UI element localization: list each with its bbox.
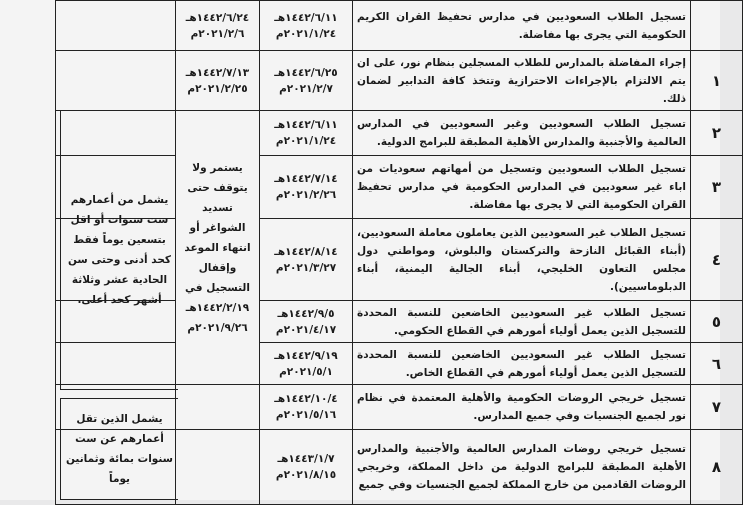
age-criteria-text: يشمل من أعمارهم ست سنوات أو اقل بتسعين يوماً فقط كحد أدنى وحتى سن الحادية عشر وثلاثة أشهر كحد أعلى.: [67, 194, 172, 306]
row-description: تسجيل الطلاب غير السعوديين الذين يعاملون معاملة السعوديين، (أبناء القبائل النازحة والتركستان والبلوش، ومواطني دول مجلس التعاون الخليجي، أبناء الجالية اليمنية، أبناء الدبلوماسيين).: [353, 219, 691, 301]
start-date: ١٤٤٢/٦/١١هـ ٢٠٢١/١/٢٤م: [260, 111, 353, 156]
row-number: ٤: [691, 219, 743, 301]
row-number: ٧: [691, 385, 743, 430]
start-date: ١٤٤٢/٦/٢٥هـ ٢٠٢١/٢/٧م: [260, 51, 353, 111]
age-criteria-box-2: [60, 398, 178, 500]
end-date: ١٤٤٢/٦/٢٤هـ ٢٠٢١/٢/٦م: [176, 1, 260, 51]
start-date: ١٤٤٢/٨/١٤هـ ٢٠٢١/٣/٢٧م: [260, 219, 353, 301]
row-description: تسجيل الطلاب غير السعوديين الخاضعين للنسبة المحددة للتسجيل الذين يعمل أولياء أمورهم في القطاع الحكومي.: [353, 301, 691, 343]
row-number: ٦: [691, 343, 743, 385]
row-number: ٣: [691, 156, 743, 219]
row-number: [691, 1, 743, 51]
table-row: [56, 1, 743, 51]
empty-cell: [176, 385, 260, 430]
row-description: تسجيل الطلاب السعوديين في مدارس تحفيظ القران الكريم الحكومية التي يجرى بها مفاضلة.: [353, 1, 691, 51]
row-number: ٥: [691, 301, 743, 343]
row-description: تسجيل الطلاب السعوديين وتسجيل من أمهاتهم سعوديات من اباء غير سعوديين في المدارس الحكومية في مدارس تحفيظ القران الحكومية التي لا يجرى بها مفاضلة.: [353, 156, 691, 219]
empty-cell: [176, 430, 260, 505]
start-date: ١٤٤٢/٧/١٤هـ ٢٠٢١/٢/٢٦م: [260, 156, 353, 219]
row-description: تسجيل الطلاب السعوديين وغير السعوديين في المدارس العالمية والأجنبية والمدارس الأهلية المطبقة للبرامج الدولية.: [353, 111, 691, 156]
row-number: ٢: [691, 111, 743, 156]
empty-cell: [56, 1, 176, 51]
row-number: ٨: [691, 430, 743, 505]
empty-cell: [56, 51, 176, 111]
row-description: تسجيل خريجي الروضات الحكومية والأهلية المعتمدة في نظام نور لجميع الجنسيات وفي جميع المدارس.: [353, 385, 691, 430]
row-number: ١: [691, 51, 743, 111]
start-date: ١٤٤٢/٩/٥هـ ٢٠٢١/٤/١٧م: [260, 301, 353, 343]
row-description: إجراء المفاضلة بالمدارس للطلاب المسجلين بنظام نور، على ان يتم الالتزام بالإجراءات الاحترازية وتتخذ كافة التدابير لضمان ذلك.: [353, 51, 691, 111]
age-criteria-text: يشمل الذين تقل أعمارهم عن ست سنوات بمائة وثمانين يوماً: [65, 413, 174, 485]
age-criteria-box-1: [60, 110, 178, 390]
table-row: [56, 51, 743, 111]
start-date: ١٤٤٢/٦/١١هـ ٢٠٢١/١/٢٤م: [260, 1, 353, 51]
end-date: ١٤٤٢/٧/١٣هـ ٢٠٢١/٢/٢٥م: [176, 51, 260, 111]
continuous-registration-note: يستمر ولا يتوقف حتى تسديد الشواغر أو انتهاء الموعد وإقفال التسجيل في ١٤٤٢/٢/١٩هـ ٢٠٢١/٩/٢٦م: [176, 111, 260, 385]
start-date: ١٤٤٢/١٠/٤هـ ٢٠٢١/٥/١٦م: [260, 385, 353, 430]
row-description: تسجيل خريجي روضات المدارس العالمية والأجنبية والمدارس الأهلية المطبقة للبرامج الدولية من داخل المملكة، وخريجي الروضات القادمين من خارج المملكة لجميع الجنسيات وفي جميع: [353, 430, 691, 505]
start-date: ١٤٤٣/١/٧هـ ٢٠٢١/٨/١٥م: [260, 430, 353, 505]
start-date: ١٤٤٢/٩/١٩هـ ٢٠٢١/٥/١م: [260, 343, 353, 385]
row-description: تسجيل الطلاب غير السعوديين الخاضعين للنسبة المحددة للتسجيل الذين يعمل أولياء أمورهم في القطاع الخاص.: [353, 343, 691, 385]
